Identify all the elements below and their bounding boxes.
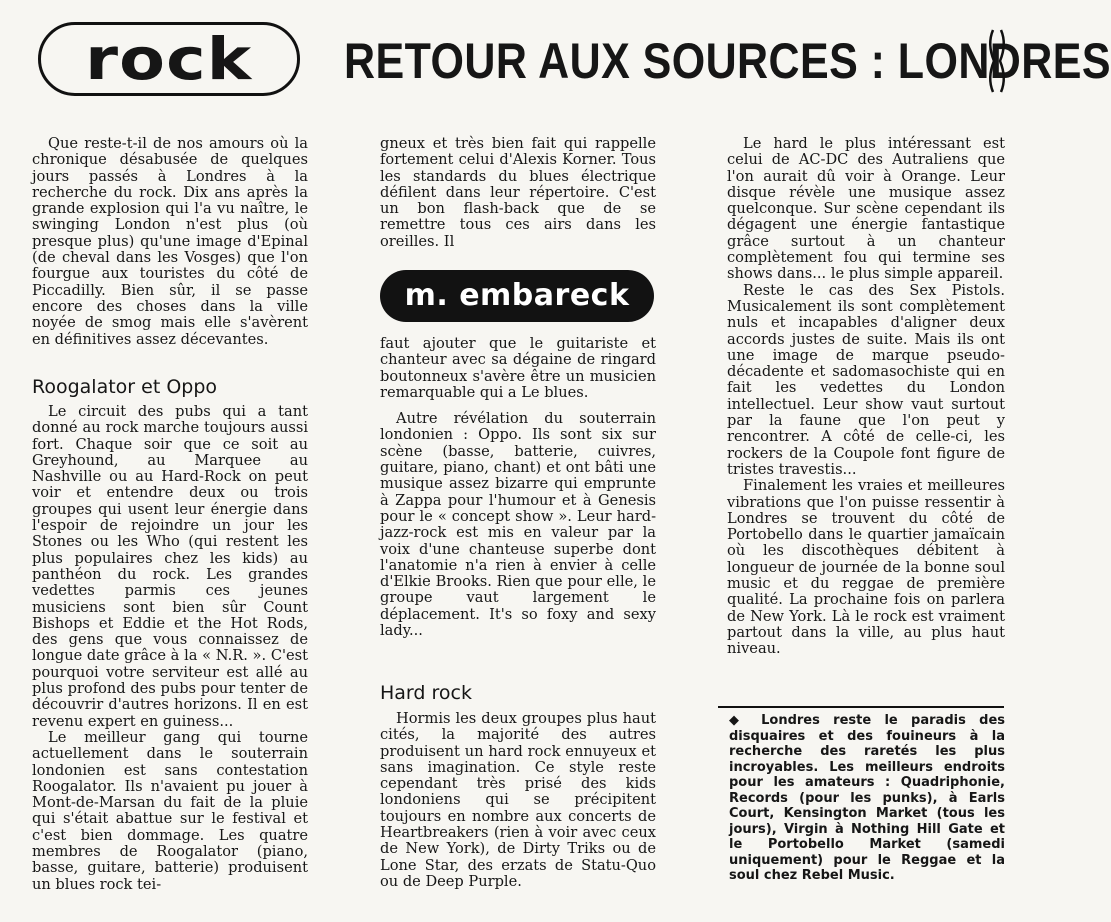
col1-paragraph-1: Le circuit des pubs qui a tant donné au rock marche toujours aussi fort. Chaque soir que ce soit au Greyhound, au Marquee au Nashville ou au Hard-Rock on peut voir et entendre deux ou trois groupes qui usent leur énergie dans l'espoir de rejoindre un jour les Stones ou les Who (qui restent les plus populaires chez les kids) au panthéon du rock. Les grandes vedettes parmis ces jeunes musiciens sont bien sûr Count Bishops et Eddie et the Hot Rods, des gens que vous connaissez de longue date grâce à la « N.R. ». C'est pourquoi votre serviteur est allé au plus profond des pubs pour tenter de découvrir d'autres horizons. Il en est revenu expert en guiness...	[32, 403, 308, 730]
addresses-box: ◆ Londres reste le paradis des disquaires et des fouineurs à la recherche des raretés les plus incroyables. Les meilleurs endroits pour les amateurs : Quadriphonie, Records (pour les punks), à Earls Court, Kensington Market (tous les jours), Virgin à Nothing Hill Gate et le Portobello Market (samedi uniquement) pour le Reggae et la soul chez Rebel Music.	[729, 713, 1005, 883]
section-badge	[38, 22, 300, 96]
col2-continuation: gneux et très bien fait qui rappelle fortement celui d'Alexis Korner. Tous les standards du blues électrique défilent dans leur répertoire. C'est un bon flash-back que de se remettre tous ces airs dans les oreilles. Il	[380, 135, 656, 250]
decorative-ornament-icon	[985, 26, 1011, 96]
col2-paragraph-1: faut ajouter que le guitariste et chanteur avec sa dégaine de ringard boutonneux s'avère être un musicien remarquable qui a Le blues.	[380, 335, 656, 401]
subhead-hard-rock: Hard rock	[380, 682, 472, 704]
headline: RETOUR AUX SOURCES : LONDRES	[344, 33, 1111, 89]
col1-intro-block	[32, 136, 308, 348]
col2-paragraph-2: Autre révélation du souterrain londonien : Oppo. Ils sont six sur scène (basse, batterie, cuivres, guitare, piano, chant) et ont bâti une musique assez bizarre qui emprunte à Zappa pour l'humour et à Genesis pour le « concept show ». Leur hard-jazz-rock est mis en valeur par la voix d'une chanteuse superbe dont l'anatomie n'a rien à envier à celle d'Elkie Brooks. Rien que pour elle, le groupe vaut largement le déplacement. It's so foxy and sexy lady...	[380, 410, 656, 640]
byline-badge	[380, 270, 654, 322]
col2-lower-block	[380, 711, 656, 890]
col3-body-block	[727, 136, 1005, 658]
col3-paragraph-3: Finalement les vraies et meilleures vibrations que l'on puisse ressentir à Londres se trouvent du côté de Portobello dans le quartier jamaïcain où les discothèques débitent à longueur de journée de la bonne soul music et du reggae de première qualité. La prochaine fois on parlera de New York. Là le rock est vraiment partout dans la ville, au plus haut niveau.	[727, 477, 1005, 658]
col1-paragraph-2: Le meilleur gang qui tourne actuellement dans le souterrain londonien est sans contestation Roogalator. Ils n'avaient pu jouer à Mont-de-Marsan du fait de la pluie qui s'était abattue sur le festival et c'est bien dommage. Les quatre membres de Roogalator (piano, basse, guitare, batterie) produisent un blues rock tei-	[32, 728, 308, 893]
col2-subhead-block	[380, 682, 656, 704]
col2-body-block	[380, 336, 656, 639]
col1-intro-paragraph: Que reste-t-il de nos amours où la chronique désabusée de quelques jours passés à Londres à la recherche du rock. Dix ans après la grande explosion qui l'a vu naître, le swinging London n'est plus (où presque plus) qu'une image d'Epinal (de cheval dans les Vosges) que l'on fourgue aux touristes du côté de Piccadilly. Bien sûr, il se passe encore des choses dans la ville noyée de smog mais elle s'avèrent en définitives assez décevantes.	[32, 135, 308, 348]
subhead-roogalator: Roogalator et Oppo	[32, 376, 218, 398]
col3-paragraph-1: Le hard le plus intéressant est celui de AC-DC des Autraliens que l'on aurait dû voir à Orange. Leur disque révèle une musique assez quelconque. Sur scène cependant ils dégagent une énergie fantastique grâce surtout à un chanteur complètement fou qui termine ses shows dans... le plus simple appareil.	[727, 135, 1005, 283]
col2-top-block	[380, 136, 656, 250]
byline-text: m. embareck	[404, 278, 630, 313]
col2-paragraph-3: Hormis les deux groupes plus haut cités, la majorité des autres produisent un hard rock ennuyeux et sans imagination. Ce style reste cependant très prisé des kids londoniens qui se précipitent toujours en nombre aux concerts de Heartbreakers (rien à voir avec ceux de New York), de Dirty Triks ou de Lone Star, des erzats de Statu-Quo ou de Deep Purple.	[380, 710, 656, 890]
col1-body-block	[32, 404, 308, 893]
col3-paragraph-2: Reste le cas des Sex Pistols. Musicalement ils sont complètement nuls et incapables d'aligner deux accords justes de suite. Mais ils ont une image de marque pseudo-décadente et sadomasochiste qui en fait les vedettes du London intellectuel. Leur show vaut surtout par la faune que l'on peut y rencontrer. A côté de celle-ci, les rockers de la Coupole font figure de tristes travestis...	[727, 281, 1005, 478]
box-divider	[718, 706, 1004, 708]
col1-subhead-block	[32, 376, 308, 398]
section-badge-label: rock	[85, 25, 253, 93]
